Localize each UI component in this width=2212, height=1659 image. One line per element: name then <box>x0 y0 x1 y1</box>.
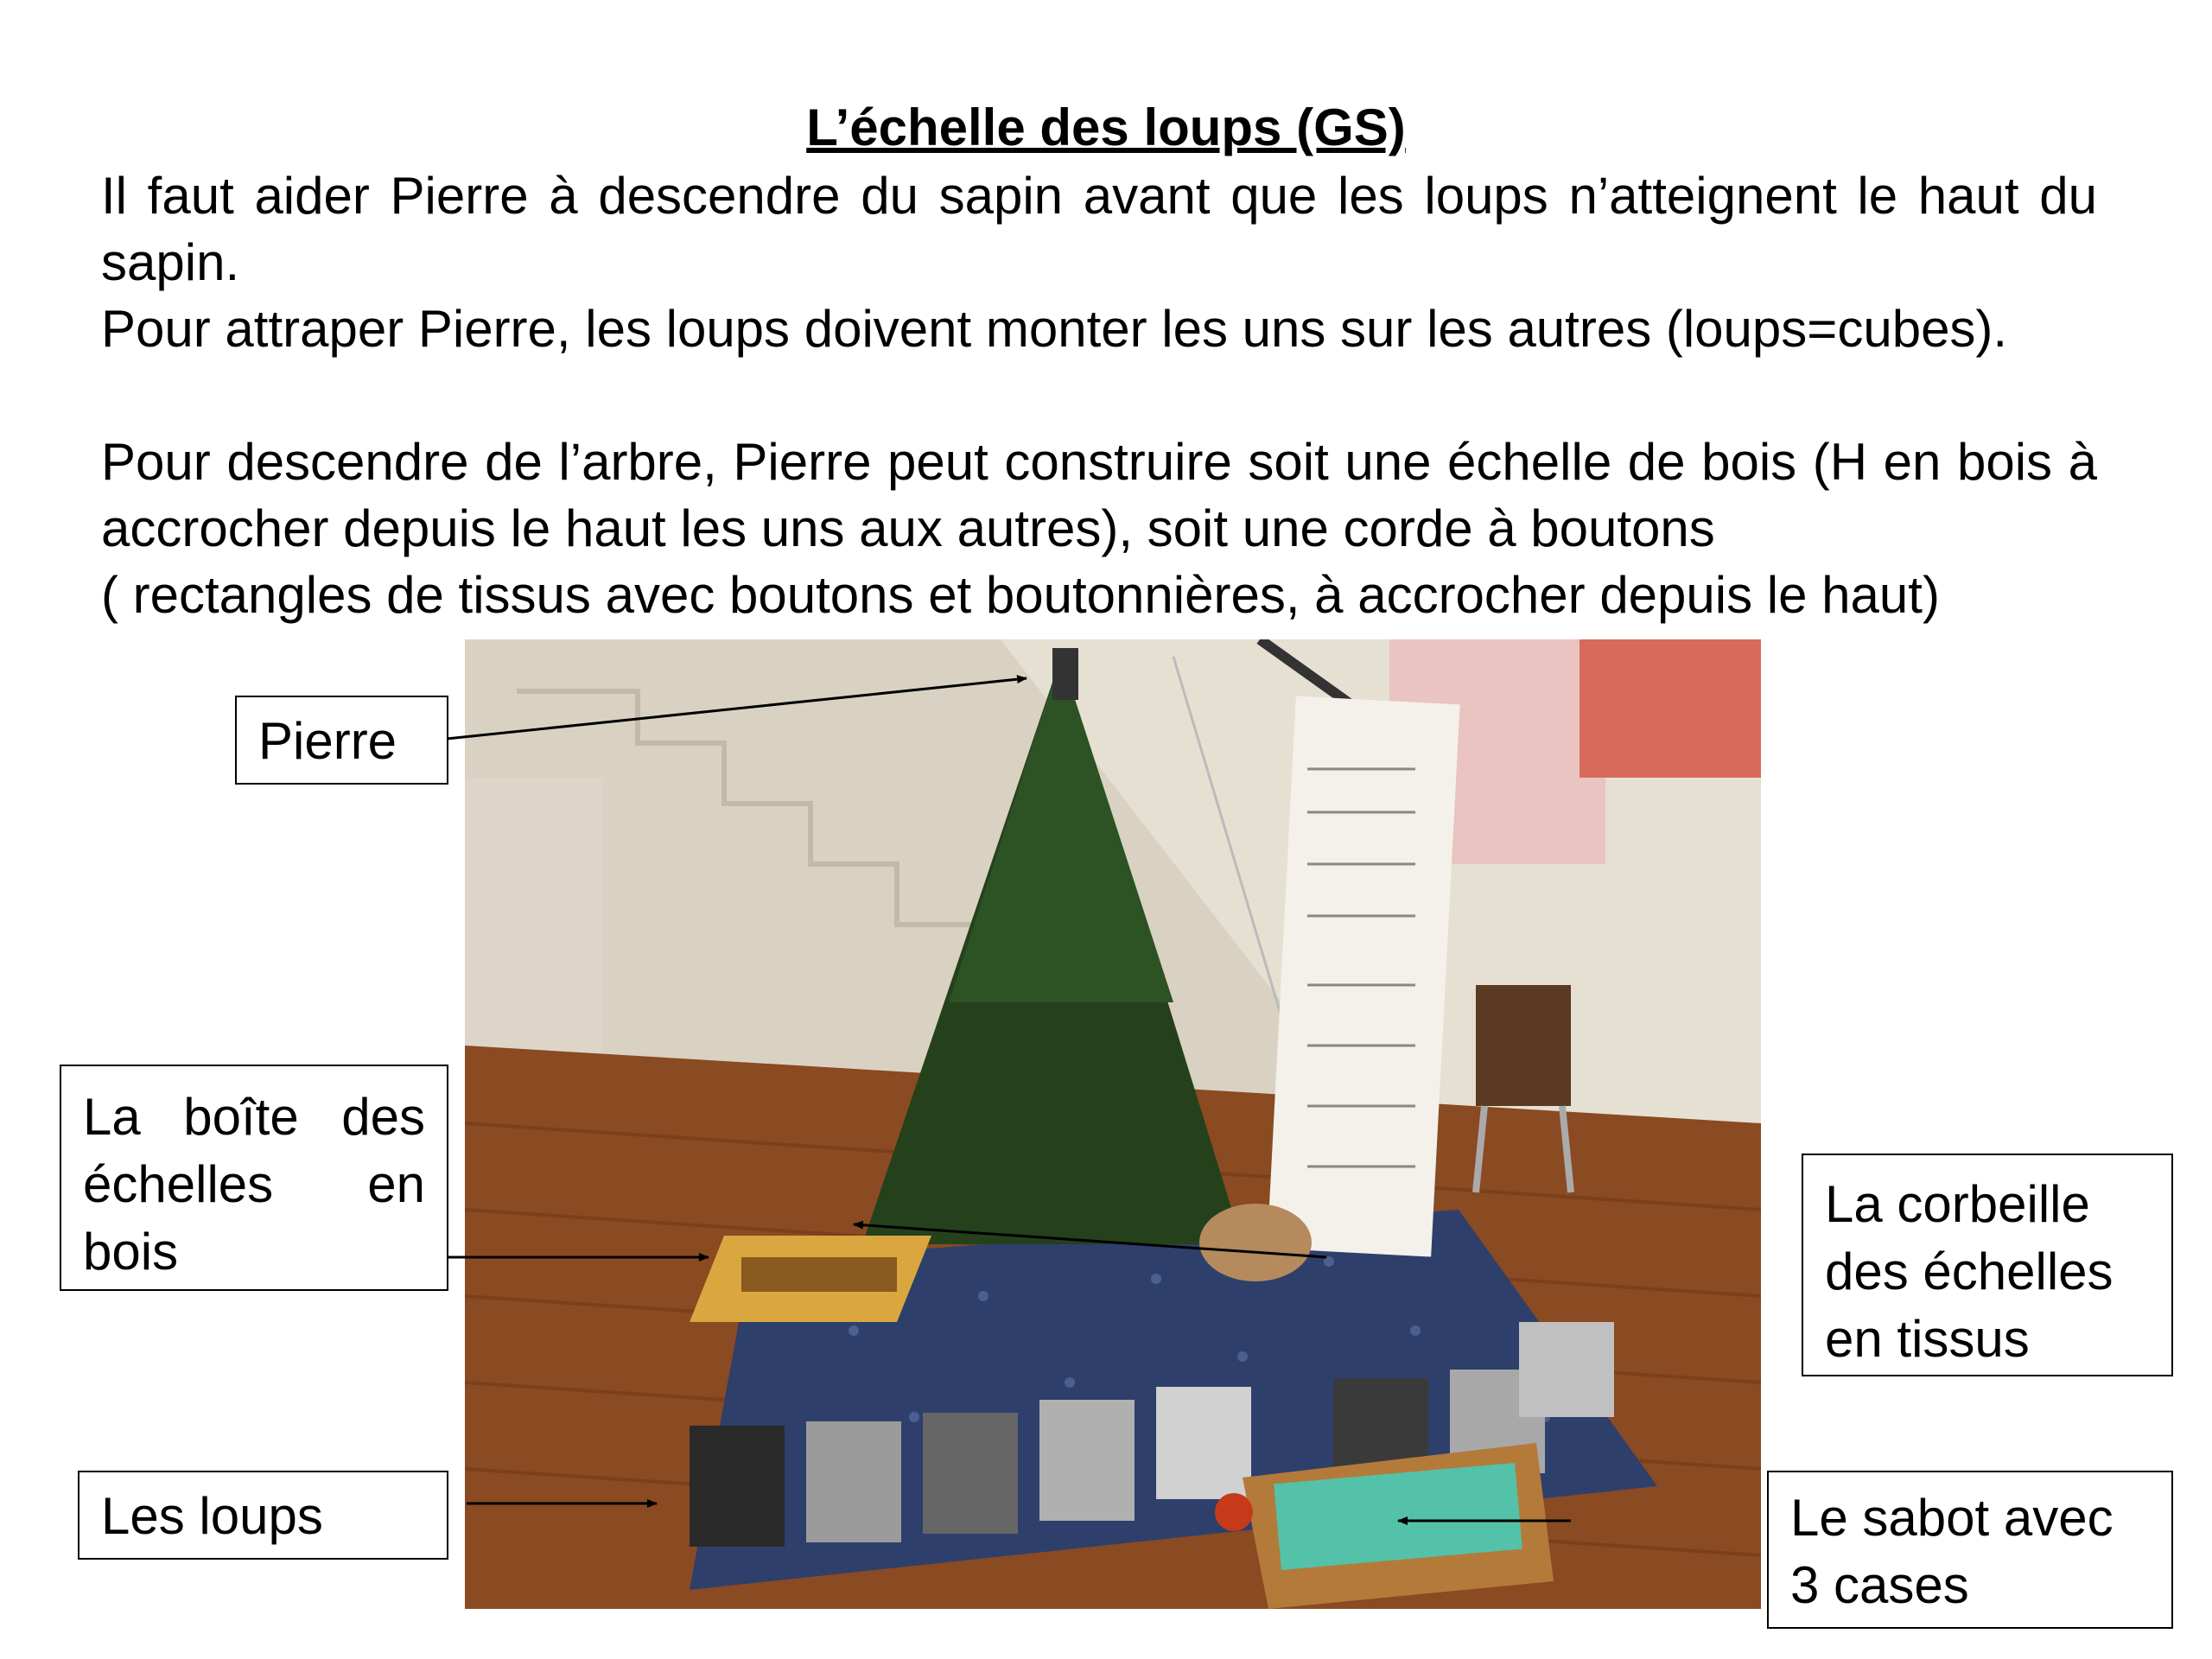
page-title: L’échelle des loups (GS) <box>806 99 1406 156</box>
label-boite: La boîte des échelles en bois <box>60 1065 448 1291</box>
label-corbeille: La corbeille des échelles en tissus <box>1802 1154 2173 1376</box>
fabric-basket <box>1199 1204 1312 1281</box>
paragraph-intro: Il faut aider Pierre à descendre du sapin avant que les loups n’atteignent le haut du sapin. <box>101 167 2097 291</box>
label-pierre: Pierre <box>235 696 448 785</box>
label-loups: Les loups <box>78 1471 448 1560</box>
classroom-photo <box>465 639 1761 1609</box>
paragraph-ladder: Pour descendre de l’arbre, Pierre peut construire soit une échelle de bois (H en bois à accrocher depuis le haut les uns aux autres), soit une corde à boutons <box>101 433 2097 557</box>
paper-banner <box>1267 696 1459 1256</box>
paragraph-fabric: ( rectangles de tissus avec boutons et boutonnières, à accrocher depuis le haut) <box>101 566 1940 624</box>
paragraph-wolves: Pour attraper Pierre, les loups doivent monter les uns sur les autres (loups=cubes). <box>101 300 2008 358</box>
chair <box>1476 985 1571 1106</box>
label-sabot: Le sabot avec 3 cases <box>1767 1471 2173 1629</box>
